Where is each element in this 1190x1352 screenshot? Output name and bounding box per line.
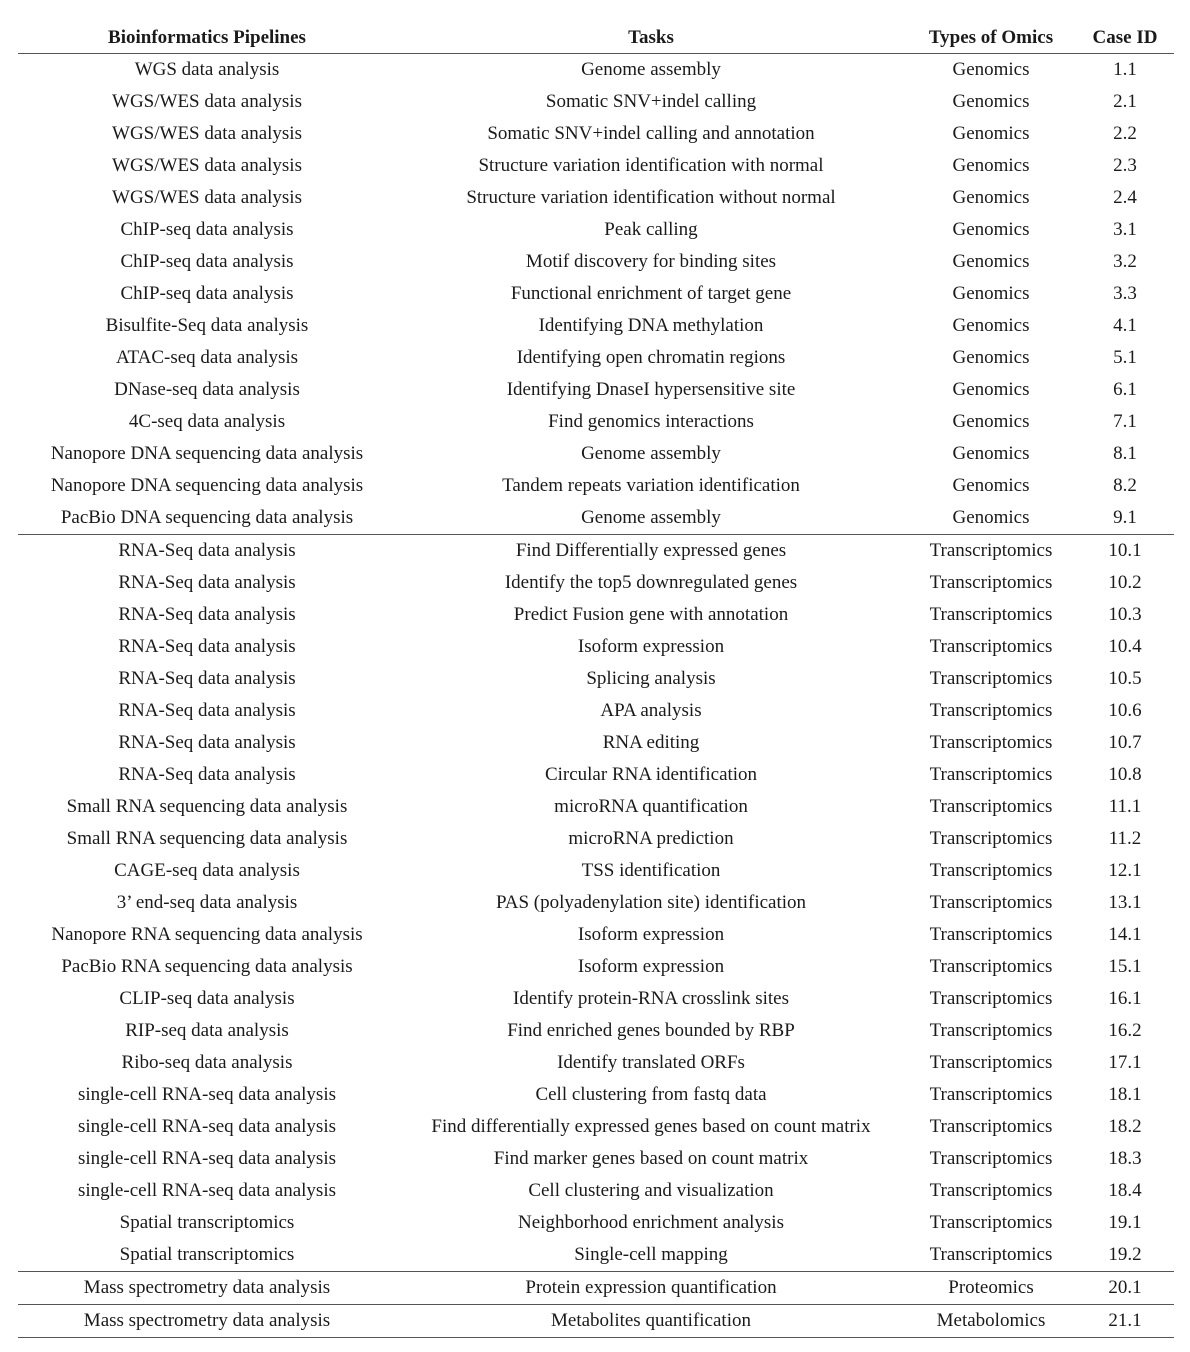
table-row [18,951,1174,983]
omics-type-cell: Transcriptomics [929,604,1053,625]
table-row [18,919,1174,951]
omics-type-cell: Transcriptomics [929,668,1053,689]
task-cell: Find Differentially expressed genes [515,540,787,561]
table-row [18,1111,1174,1143]
table-group [18,54,1174,535]
table-row [18,631,1174,663]
task-cell: APA analysis [600,700,702,721]
case-id-cell: 2.1 [1113,91,1137,112]
case-id-cell: 10.1 [1108,540,1142,561]
pipeline-cell: WGS/WES data analysis [112,155,302,176]
pipeline-cell: single-cell RNA-seq data analysis [77,1180,336,1201]
pipeline-cell: WGS/WES data analysis [112,123,302,144]
omics-type-cell: Transcriptomics [929,1084,1053,1105]
task-cell: Structure variation identification without normal [466,187,836,208]
table-row [18,1079,1174,1111]
task-cell: TSS identification [581,860,721,881]
case-id-cell: 2.2 [1113,123,1137,144]
header-pipelines: Bioinformatics Pipelines [18,22,396,54]
task-cell: Single-cell mapping [396,1239,906,1272]
case-id-cell: 12.1 [1108,860,1142,881]
table-row [18,150,1174,182]
task-cell: Predict Fusion gene with annotation [513,604,789,625]
pipeline-cell: ChIP-seq data analysis [120,251,294,272]
case-id-cell: 11.2 [1108,828,1142,849]
omics-type-cell: Genomics [952,155,1030,176]
table-row [18,727,1174,759]
table-row [18,1239,1174,1272]
pipeline-cell: Mass spectrometry data analysis [18,1305,396,1338]
task-cell: Find marker genes based on count matrix [493,1148,809,1169]
omics-type-cell: Transcriptomics [929,764,1053,785]
case-id-cell: 10.7 [1108,732,1142,753]
case-id-cell: 10.3 [1108,604,1142,625]
pipeline-cell: Ribo-seq data analysis [121,1052,293,1073]
pipeline-cell: CLIP-seq data analysis [119,988,295,1009]
omics-type-cell: Transcriptomics [929,828,1053,849]
omics-type-cell: Transcriptomics [929,700,1053,721]
header-case-id: Case ID [1076,22,1174,54]
omics-type-cell: Genomics [952,379,1030,400]
pipeline-cell: PacBio RNA sequencing data analysis [61,956,353,977]
task-cell: microRNA prediction [568,828,734,849]
task-cell: Cell clustering from fastq data [535,1084,767,1105]
task-cell: Isoform expression [577,956,725,977]
case-id-cell: 6.1 [1113,379,1137,400]
task-cell: Isoform expression [577,636,725,657]
table-row [18,823,1174,855]
table-row [18,1175,1174,1207]
omics-type-cell: Transcriptomics [929,892,1053,913]
table-row [18,855,1174,887]
task-cell: RNA editing [602,732,700,753]
task-cell: Metabolites quantification [396,1305,906,1338]
omics-type-cell: Genomics [952,123,1030,144]
omics-type-cell: Genomics [952,347,1030,368]
omics-type-cell: Genomics [952,315,1030,336]
omics-type-cell: Transcriptomics [929,1052,1053,1073]
table-row [18,1015,1174,1047]
case-id-cell: 5.1 [1113,347,1137,368]
pipeline-cell: ATAC-seq data analysis [115,347,299,368]
omics-type-cell: Transcriptomics [929,732,1053,753]
omics-type-cell: Transcriptomics [929,572,1053,593]
table-row [18,1272,1174,1305]
omics-type-cell: Genomics [952,219,1030,240]
case-id-cell: 13.1 [1108,892,1142,913]
case-id-cell: 17.1 [1108,1052,1142,1073]
task-cell: Protein expression quantification [396,1272,906,1305]
omics-type-cell: Transcriptomics [929,796,1053,817]
pipeline-cell: RNA-Seq data analysis [118,636,296,657]
pipeline-cell: RNA-Seq data analysis [118,764,296,785]
task-cell: Peak calling [604,219,698,240]
case-id-cell: 10.6 [1108,700,1142,721]
pipeline-cell: single-cell RNA-seq data analysis [77,1116,336,1137]
case-id-cell: 19.2 [1076,1239,1174,1272]
task-cell: Identify the top5 downregulated genes [504,572,798,593]
case-id-cell: 8.1 [1113,443,1137,464]
task-cell: Identify translated ORFs [557,1052,745,1073]
table-row [18,438,1174,470]
pipeline-cell: RNA-Seq data analysis [118,668,296,689]
case-id-cell: 4.1 [1113,315,1137,336]
task-cell: Find differentially expressed genes based on count matrix [431,1116,871,1137]
task-cell: Neighborhood enrichment analysis [518,1212,784,1233]
omics-type-cell: Proteomics [906,1272,1076,1305]
header-omics-type: Types of Omics [906,22,1076,54]
table-row [18,214,1174,246]
pipeline-cell: ChIP-seq data analysis [120,283,294,304]
omics-type-cell: Transcriptomics [929,988,1053,1009]
omics-type-cell: Transcriptomics [929,636,1053,657]
pipeline-cell: Spatial transcriptomics [18,1239,396,1272]
table-row [18,502,1174,535]
pipeline-cell: WGS data analysis [134,59,280,80]
pipeline-cell: Bisulfite-Seq data analysis [105,315,309,336]
task-cell: Motif discovery for binding sites [525,251,777,272]
table-row [18,342,1174,374]
pipeline-cell: DNase-seq data analysis [114,379,300,400]
case-id-cell: 8.2 [1113,475,1137,496]
pipeline-cell: Spatial transcriptomics [119,1212,295,1233]
table-row [18,118,1174,150]
pipeline-cell: Small RNA sequencing data analysis [66,828,348,849]
pipeline-cell: RNA-Seq data analysis [118,572,296,593]
task-cell: Genome assembly [396,502,906,535]
table-row [18,599,1174,631]
task-cell: Tandem repeats variation identification [502,475,800,496]
table-row [18,54,1174,87]
omics-type-cell: Genomics [952,475,1030,496]
pipeline-cell: CAGE-seq data analysis [114,860,300,881]
table-row [18,535,1174,568]
pipeline-cell: 4C-seq data analysis [128,411,286,432]
table-row [18,1305,1174,1338]
omics-type-cell: Transcriptomics [929,924,1053,945]
header-row [18,22,1174,54]
case-id-cell: 7.1 [1113,411,1137,432]
table-row [18,182,1174,214]
case-id-cell: 20.1 [1076,1272,1174,1305]
pipeline-cell: Nanopore RNA sequencing data analysis [51,924,363,945]
pipeline-cell: WGS/WES data analysis [112,91,302,112]
omics-type-cell: Metabolomics [906,1305,1076,1338]
case-id-cell: 16.2 [1108,1020,1142,1041]
pipeline-cell: 3’ end-seq data analysis [116,892,298,913]
pipelines-table-container [18,22,1174,1338]
task-cell: Isoform expression [577,924,725,945]
table-row [18,983,1174,1015]
pipeline-cell: Nanopore DNA sequencing data analysis [50,443,364,464]
task-cell: Find enriched genes bounded by RBP [507,1020,795,1041]
task-cell: Structure variation identification with normal [478,155,824,176]
case-id-cell: 3.1 [1113,219,1137,240]
omics-type-cell: Transcriptomics [929,1116,1053,1137]
pipeline-cell: Small RNA sequencing data analysis [66,796,348,817]
table-row [18,278,1174,310]
task-cell: PAS (polyadenylation site) identification [495,892,807,913]
table-group [18,535,1174,1272]
pipeline-cell: RNA-Seq data analysis [118,540,296,561]
omics-type-cell: Transcriptomics [929,1020,1053,1041]
task-cell: Identifying DnaseI hypersensitive site [506,379,796,400]
case-id-cell: 3.3 [1113,283,1137,304]
task-cell: Somatic SNV+indel calling and annotation [487,123,815,144]
table-row [18,246,1174,278]
table-row [18,1143,1174,1175]
omics-type-cell: Genomics [952,443,1030,464]
task-cell: Circular RNA identification [544,764,758,785]
case-id-cell: 18.4 [1108,1180,1142,1201]
task-cell: Identifying DNA methylation [538,315,764,336]
case-id-cell: 2.4 [1113,187,1137,208]
omics-type-cell: Genomics [952,187,1030,208]
pipeline-cell: WGS/WES data analysis [112,187,302,208]
pipeline-cell: PacBio DNA sequencing data analysis [18,502,396,535]
task-cell: microRNA quantification [554,796,748,817]
omics-type-cell: Transcriptomics [929,956,1053,977]
omics-type-cell: Transcriptomics [929,540,1053,561]
table-group [18,1305,1174,1338]
table-row [18,663,1174,695]
task-cell: Identify protein-RNA crosslink sites [513,988,789,1009]
case-id-cell: 18.3 [1108,1148,1142,1169]
case-id-cell: 9.1 [1076,502,1174,535]
omics-type-cell: Genomics [952,283,1030,304]
table-row [18,567,1174,599]
header-tasks: Tasks [396,22,906,54]
table-header [18,22,1174,54]
case-id-cell: 10.2 [1108,572,1142,593]
omics-type-cell: Transcriptomics [929,1180,1053,1201]
pipeline-cell: single-cell RNA-seq data analysis [77,1148,336,1169]
pipeline-cell: Mass spectrometry data analysis [18,1272,396,1305]
pipeline-cell: RIP-seq data analysis [125,1020,289,1041]
case-id-cell: 21.1 [1076,1305,1174,1338]
pipeline-cell: RNA-Seq data analysis [118,700,296,721]
task-cell: Functional enrichment of target gene [510,283,792,304]
pipeline-cell: RNA-Seq data analysis [118,604,296,625]
case-id-cell: 10.4 [1108,636,1142,657]
case-id-cell: 1.1 [1113,59,1137,80]
task-cell: Genome assembly [581,59,721,80]
pipeline-cell: Nanopore DNA sequencing data analysis [50,475,364,496]
table-group [18,1272,1174,1305]
table-row [18,1047,1174,1079]
case-id-cell: 14.1 [1108,924,1142,945]
table-row [18,759,1174,791]
omics-type-cell: Transcriptomics [929,1212,1053,1233]
case-id-cell: 19.1 [1108,1212,1142,1233]
pipeline-cell: single-cell RNA-seq data analysis [77,1084,336,1105]
case-id-cell: 10.5 [1108,668,1142,689]
omics-type-cell: Genomics [952,251,1030,272]
task-cell: Identifying open chromatin regions [516,347,786,368]
table-row [18,695,1174,727]
case-id-cell: 11.1 [1108,796,1142,817]
table-row [18,887,1174,919]
table-row [18,1207,1174,1239]
omics-type-cell: Transcriptomics [929,860,1053,881]
task-cell: Splicing analysis [586,668,716,689]
case-id-cell: 15.1 [1108,956,1142,977]
omics-type-cell: Genomics [952,59,1030,80]
pipeline-cell: ChIP-seq data analysis [120,219,294,240]
omics-type-cell: Transcriptomics [906,1239,1076,1272]
task-cell: Genome assembly [581,443,721,464]
task-cell: Somatic SNV+indel calling [545,91,757,112]
case-id-cell: 3.2 [1113,251,1137,272]
task-cell: Cell clustering and visualization [528,1180,774,1201]
pipeline-cell: RNA-Seq data analysis [118,732,296,753]
omics-type-cell: Transcriptomics [929,1148,1053,1169]
table-row [18,86,1174,118]
pipelines-table [18,22,1174,1338]
table-row [18,470,1174,502]
case-id-cell: 2.3 [1113,155,1137,176]
task-cell: Find genomics interactions [548,411,754,432]
omics-type-cell: Genomics [906,502,1076,535]
table-row [18,310,1174,342]
omics-type-cell: Genomics [952,411,1030,432]
table-row [18,406,1174,438]
table-row [18,374,1174,406]
case-id-cell: 18.2 [1108,1116,1142,1137]
case-id-cell: 10.8 [1108,764,1142,785]
omics-type-cell: Genomics [952,91,1030,112]
case-id-cell: 18.1 [1108,1084,1142,1105]
case-id-cell: 16.1 [1108,988,1142,1009]
table-row [18,791,1174,823]
